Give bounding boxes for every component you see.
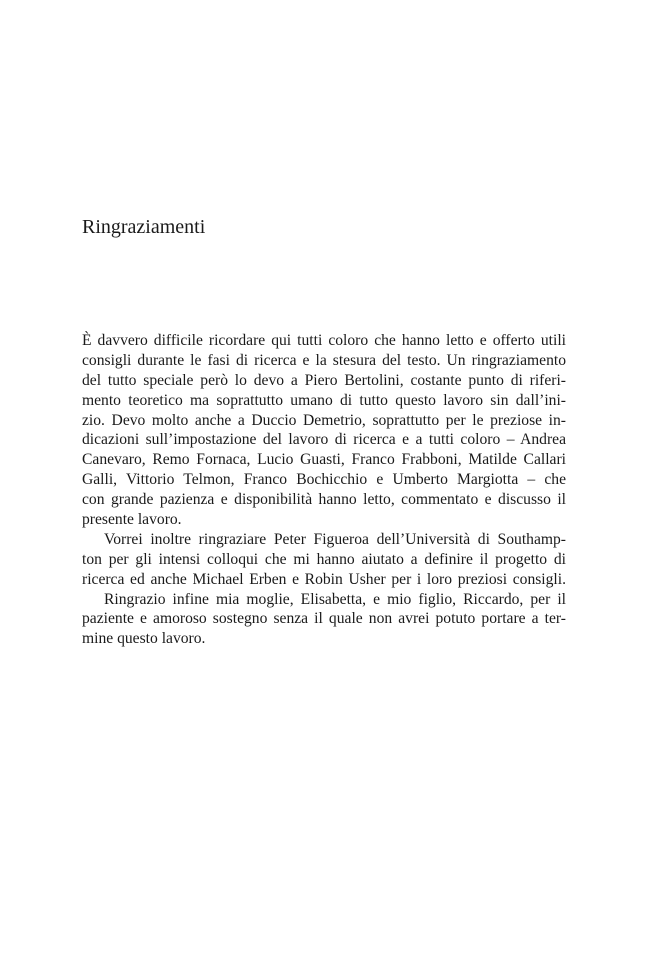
text-line: Canevaro, Remo Fornaca, Lucio Guasti, Franco Frabboni, Matilde Callari — [82, 451, 566, 469]
text-line: consigli durante le fasi di ricerca e la stesura del testo. Un ringraziamento — [82, 351, 566, 369]
text-line: zio. Devo molto anche a Duccio Demetrio, soprattutto per le preziose in- — [82, 411, 566, 429]
text-line: Vorrei inoltre ringraziare Peter Figueroa dell’Università di Southamp- — [104, 530, 566, 548]
text-line: Ringrazio infine mia moglie, Elisabetta, e mio figlio, Riccardo, per il — [104, 590, 566, 608]
text-line: ricerca ed anche Michael Erben e Robin Usher per i loro preziosi consigli. — [82, 570, 566, 588]
text-line: paziente e amoroso sostegno senza il quale non avrei potuto portare a ter- — [82, 610, 566, 628]
text-line: mine questo lavoro. — [82, 630, 206, 648]
text-line: del tutto speciale però lo devo a Piero Bertolini, costante punto di riferi- — [82, 371, 566, 389]
text-line: presente lavoro. — [82, 511, 182, 529]
text-line: Galli, Vittorio Telmon, Franco Bochicchio e Umberto Margiotta – che — [82, 471, 566, 489]
acknowledgements-body — [82, 331, 566, 649]
text-line: mento teoretico ma soprattutto umano di tutto questo lavoro sin dall’ini- — [82, 391, 566, 409]
text-line: È davvero difficile ricordare qui tutti coloro che hanno letto e offerto utili — [82, 332, 566, 349]
text-line: dicazioni sull’impostazione del lavoro di ricerca e a tutti coloro – Andrea — [82, 431, 566, 449]
page-title: Ringraziamenti — [82, 216, 206, 238]
text-line: ton per gli intensi colloqui che mi hanno aiutato a definire il progetto di — [82, 550, 566, 568]
text-line: con grande pazienza e disponibilità hanno letto, commentato e discusso il — [82, 491, 566, 509]
